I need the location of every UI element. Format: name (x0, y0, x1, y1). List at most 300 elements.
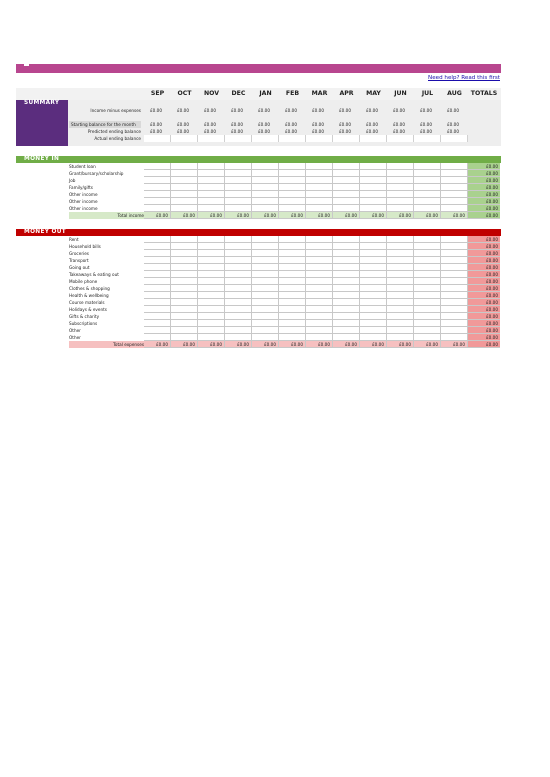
amount-input[interactable] (360, 257, 387, 264)
month-total: £0.00 (198, 341, 225, 348)
amount-input[interactable] (360, 236, 387, 243)
actual-balance-input[interactable] (360, 135, 387, 142)
amount-input[interactable] (306, 271, 333, 278)
amount-input[interactable] (360, 264, 387, 271)
amount-input[interactable] (333, 243, 360, 250)
amount-input[interactable] (441, 306, 468, 313)
row-total: £0.00 (468, 327, 500, 334)
amount-input[interactable] (279, 177, 306, 184)
amount-input[interactable] (441, 313, 468, 320)
amount-input[interactable] (441, 299, 468, 306)
amount-input[interactable] (198, 170, 225, 177)
amount-input[interactable] (171, 170, 198, 177)
amount-input[interactable] (144, 313, 171, 320)
amount-input[interactable] (198, 299, 225, 306)
amount-input[interactable] (333, 320, 360, 327)
amount-input[interactable] (198, 327, 225, 334)
amount-input[interactable] (279, 170, 306, 177)
amount-input[interactable] (144, 306, 171, 313)
amount-input[interactable] (198, 184, 225, 191)
row-total: £0.00 (468, 320, 500, 327)
actual-balance-input[interactable] (414, 135, 441, 142)
amount-input[interactable] (441, 264, 468, 271)
amount-input[interactable] (225, 236, 252, 243)
amount-input[interactable] (198, 236, 225, 243)
amount-input[interactable] (441, 257, 468, 264)
month-header-sep: SEP (150, 90, 165, 97)
amount-input[interactable] (144, 184, 171, 191)
amount-input[interactable] (333, 257, 360, 264)
amount-input[interactable] (171, 177, 198, 184)
row-total: £0.00 (468, 236, 500, 243)
amount-input[interactable] (387, 198, 414, 205)
amount-input[interactable] (360, 184, 387, 191)
amount-input[interactable] (414, 306, 441, 313)
amount-input[interactable] (144, 264, 171, 271)
amount-input[interactable] (252, 257, 279, 264)
amount-input[interactable] (387, 306, 414, 313)
amount-input[interactable] (279, 320, 306, 327)
amount-input[interactable] (144, 198, 171, 205)
amount-input[interactable] (171, 205, 198, 212)
amount-input[interactable] (198, 177, 225, 184)
amount-input[interactable] (387, 327, 414, 334)
amount-input[interactable] (198, 243, 225, 250)
amount-input[interactable] (225, 170, 252, 177)
amount-input[interactable] (279, 163, 306, 170)
amount-input[interactable] (414, 264, 441, 271)
amount-input[interactable] (306, 243, 333, 250)
amount-input[interactable] (306, 170, 333, 177)
amount-input[interactable] (333, 334, 360, 341)
summary-value: £0.00 (393, 122, 405, 127)
amount-input[interactable] (441, 292, 468, 299)
amount-input[interactable] (279, 285, 306, 292)
amount-input[interactable] (198, 264, 225, 271)
amount-input[interactable] (144, 191, 171, 198)
amount-input[interactable] (279, 257, 306, 264)
amount-input[interactable] (333, 184, 360, 191)
actual-balance-input[interactable] (144, 135, 171, 142)
amount-input[interactable] (252, 306, 279, 313)
amount-input[interactable] (333, 170, 360, 177)
row-total: £0.00 (468, 306, 500, 313)
amount-input[interactable] (387, 271, 414, 278)
amount-input[interactable] (144, 250, 171, 257)
amount-input[interactable] (360, 170, 387, 177)
amount-input[interactable] (333, 292, 360, 299)
actual-balance-input[interactable] (306, 135, 333, 142)
month-total: £0.00 (171, 341, 198, 348)
amount-input[interactable] (144, 334, 171, 341)
amount-input[interactable] (333, 191, 360, 198)
amount-input[interactable] (144, 205, 171, 212)
amount-input[interactable] (279, 292, 306, 299)
amount-input[interactable] (360, 191, 387, 198)
amount-input[interactable] (306, 205, 333, 212)
amount-input[interactable] (252, 170, 279, 177)
amount-input[interactable] (279, 306, 306, 313)
amount-input[interactable] (225, 163, 252, 170)
amount-input[interactable] (360, 271, 387, 278)
amount-input[interactable] (414, 205, 441, 212)
amount-input[interactable] (414, 278, 441, 285)
month-total: £0.00 (198, 212, 225, 219)
amount-input[interactable] (306, 198, 333, 205)
amount-input[interactable] (414, 236, 441, 243)
amount-input[interactable] (279, 299, 306, 306)
amount-input[interactable] (279, 264, 306, 271)
amount-input[interactable] (414, 177, 441, 184)
amount-input[interactable] (171, 299, 198, 306)
amount-input[interactable] (387, 184, 414, 191)
amount-input[interactable] (414, 198, 441, 205)
amount-input[interactable] (333, 250, 360, 257)
amount-input[interactable] (441, 320, 468, 327)
amount-input[interactable] (306, 334, 333, 341)
amount-input[interactable] (387, 170, 414, 177)
amount-input[interactable] (306, 264, 333, 271)
amount-input[interactable] (441, 327, 468, 334)
amount-input[interactable] (441, 191, 468, 198)
amount-input[interactable] (441, 278, 468, 285)
amount-input[interactable] (252, 327, 279, 334)
amount-input[interactable] (225, 327, 252, 334)
amount-input[interactable] (360, 278, 387, 285)
amount-input[interactable] (333, 306, 360, 313)
amount-input[interactable] (225, 250, 252, 257)
amount-input[interactable] (441, 285, 468, 292)
banner-notch (315, 60, 318, 64)
amount-input[interactable] (144, 320, 171, 327)
amount-input[interactable] (279, 327, 306, 334)
amount-input[interactable] (306, 257, 333, 264)
amount-input[interactable] (252, 320, 279, 327)
amount-input[interactable] (144, 299, 171, 306)
amount-input[interactable] (252, 292, 279, 299)
amount-input[interactable] (252, 250, 279, 257)
amount-input[interactable] (171, 327, 198, 334)
amount-input[interactable] (387, 257, 414, 264)
amount-input[interactable] (387, 163, 414, 170)
amount-input[interactable] (414, 327, 441, 334)
amount-input[interactable] (144, 170, 171, 177)
amount-input[interactable] (360, 306, 387, 313)
amount-input[interactable] (225, 184, 252, 191)
amount-input[interactable] (198, 334, 225, 341)
amount-input[interactable] (171, 184, 198, 191)
amount-input[interactable] (225, 278, 252, 285)
month-header-jul: JUL (421, 90, 434, 97)
amount-input[interactable] (441, 243, 468, 250)
amount-input[interactable] (387, 243, 414, 250)
amount-input[interactable] (171, 334, 198, 341)
amount-input[interactable] (252, 313, 279, 320)
amount-input[interactable] (225, 292, 252, 299)
amount-input[interactable] (306, 278, 333, 285)
amount-input[interactable] (144, 236, 171, 243)
help-link[interactable]: Need help? Read this first (428, 75, 500, 81)
amount-input[interactable] (360, 334, 387, 341)
month-header-dec: DEC (231, 90, 246, 97)
amount-input[interactable] (198, 306, 225, 313)
amount-input[interactable] (198, 313, 225, 320)
summary-value: £0.00 (339, 122, 351, 127)
amount-input[interactable] (252, 163, 279, 170)
amount-input[interactable] (387, 205, 414, 212)
amount-input[interactable] (198, 320, 225, 327)
amount-input[interactable] (279, 236, 306, 243)
amount-input[interactable] (387, 236, 414, 243)
amount-input[interactable] (144, 278, 171, 285)
amount-input[interactable] (279, 205, 306, 212)
summary-value: £0.00 (366, 108, 378, 113)
amount-input[interactable] (171, 271, 198, 278)
amount-input[interactable] (387, 313, 414, 320)
amount-input[interactable] (171, 264, 198, 271)
amount-input[interactable] (171, 236, 198, 243)
amount-input[interactable] (198, 198, 225, 205)
amount-input[interactable] (144, 292, 171, 299)
amount-input[interactable] (306, 250, 333, 257)
amount-input[interactable] (360, 299, 387, 306)
amount-input[interactable] (252, 271, 279, 278)
amount-input[interactable] (171, 306, 198, 313)
amount-input[interactable] (387, 299, 414, 306)
amount-input[interactable] (171, 243, 198, 250)
amount-input[interactable] (279, 184, 306, 191)
amount-input[interactable] (360, 320, 387, 327)
amount-input[interactable] (198, 285, 225, 292)
summary-value: £0.00 (204, 108, 216, 113)
amount-input[interactable] (387, 292, 414, 299)
amount-input[interactable] (441, 170, 468, 177)
actual-balance-input[interactable] (441, 135, 468, 142)
amount-input[interactable] (171, 250, 198, 257)
amount-input[interactable] (441, 198, 468, 205)
amount-input[interactable] (387, 320, 414, 327)
amount-input[interactable] (171, 163, 198, 170)
amount-input[interactable] (225, 334, 252, 341)
amount-input[interactable] (360, 292, 387, 299)
amount-input[interactable] (333, 236, 360, 243)
amount-input[interactable] (252, 191, 279, 198)
amount-input[interactable] (333, 271, 360, 278)
amount-input[interactable] (414, 191, 441, 198)
amount-input[interactable] (360, 163, 387, 170)
amount-input[interactable] (387, 191, 414, 198)
amount-input[interactable] (198, 271, 225, 278)
amount-input[interactable] (279, 191, 306, 198)
amount-input[interactable] (333, 285, 360, 292)
month-header-aug: AUG (447, 90, 462, 97)
actual-balance-input[interactable] (225, 135, 252, 142)
amount-input[interactable] (333, 327, 360, 334)
amount-input[interactable] (441, 250, 468, 257)
amount-input[interactable] (414, 320, 441, 327)
amount-input[interactable] (441, 236, 468, 243)
amount-input[interactable] (144, 257, 171, 264)
amount-input[interactable] (225, 243, 252, 250)
amount-input[interactable] (279, 271, 306, 278)
amount-input[interactable] (441, 271, 468, 278)
amount-input[interactable] (225, 313, 252, 320)
amount-input[interactable] (279, 278, 306, 285)
amount-input[interactable] (333, 163, 360, 170)
amount-input[interactable] (414, 163, 441, 170)
amount-input[interactable] (171, 191, 198, 198)
amount-input[interactable] (144, 285, 171, 292)
amount-input[interactable] (414, 285, 441, 292)
amount-input[interactable] (360, 313, 387, 320)
amount-input[interactable] (414, 250, 441, 257)
amount-input[interactable] (252, 177, 279, 184)
amount-input[interactable] (252, 198, 279, 205)
amount-input[interactable] (225, 257, 252, 264)
amount-input[interactable] (306, 236, 333, 243)
amount-input[interactable] (171, 292, 198, 299)
actual-balance-input[interactable] (333, 135, 360, 142)
amount-input[interactable] (306, 285, 333, 292)
amount-input[interactable] (360, 285, 387, 292)
amount-input[interactable] (198, 191, 225, 198)
amount-input[interactable] (198, 163, 225, 170)
amount-input[interactable] (333, 264, 360, 271)
table-row (16, 299, 501, 306)
amount-input[interactable] (279, 250, 306, 257)
actual-balance-input[interactable] (171, 135, 198, 142)
amount-input[interactable] (252, 184, 279, 191)
amount-input[interactable] (306, 320, 333, 327)
amount-input[interactable] (171, 320, 198, 327)
actual-balance-input[interactable] (279, 135, 306, 142)
summary-title: SUMMARY (24, 100, 60, 106)
amount-input[interactable] (414, 313, 441, 320)
amount-input[interactable] (225, 271, 252, 278)
amount-input[interactable] (360, 198, 387, 205)
amount-input[interactable] (171, 198, 198, 205)
amount-input[interactable] (225, 306, 252, 313)
amount-input[interactable] (333, 205, 360, 212)
amount-input[interactable] (306, 313, 333, 320)
amount-input[interactable] (198, 278, 225, 285)
amount-input[interactable] (306, 306, 333, 313)
amount-input[interactable] (252, 264, 279, 271)
amount-input[interactable] (414, 292, 441, 299)
amount-input[interactable] (387, 278, 414, 285)
amount-input[interactable] (306, 177, 333, 184)
amount-input[interactable] (360, 250, 387, 257)
amount-input[interactable] (333, 278, 360, 285)
amount-input[interactable] (360, 177, 387, 184)
amount-input[interactable] (171, 313, 198, 320)
amount-input[interactable] (441, 205, 468, 212)
amount-input[interactable] (441, 334, 468, 341)
amount-input[interactable] (306, 327, 333, 334)
amount-input[interactable] (414, 184, 441, 191)
month-total: £0.00 (414, 341, 441, 348)
amount-input[interactable] (387, 264, 414, 271)
summary-value: £0.00 (285, 122, 297, 127)
amount-input[interactable] (333, 299, 360, 306)
amount-input[interactable] (333, 177, 360, 184)
amount-input[interactable] (144, 177, 171, 184)
amount-input[interactable] (225, 205, 252, 212)
amount-input[interactable] (414, 271, 441, 278)
amount-input[interactable] (414, 299, 441, 306)
amount-input[interactable] (306, 299, 333, 306)
amount-input[interactable] (252, 299, 279, 306)
amount-input[interactable] (387, 285, 414, 292)
amount-input[interactable] (198, 205, 225, 212)
amount-input[interactable] (333, 313, 360, 320)
amount-input[interactable] (225, 299, 252, 306)
header-banner (16, 64, 501, 73)
amount-input[interactable] (225, 285, 252, 292)
amount-input[interactable] (252, 236, 279, 243)
amount-input[interactable] (225, 264, 252, 271)
amount-input[interactable] (252, 243, 279, 250)
amount-input[interactable] (441, 184, 468, 191)
actual-balance-input[interactable] (252, 135, 279, 142)
amount-input[interactable] (198, 257, 225, 264)
amount-input[interactable] (198, 292, 225, 299)
actual-balance-input[interactable] (198, 135, 225, 142)
amount-input[interactable] (144, 271, 171, 278)
amount-input[interactable] (387, 177, 414, 184)
actual-balance-input[interactable] (387, 135, 414, 142)
amount-input[interactable] (279, 243, 306, 250)
amount-input[interactable] (441, 177, 468, 184)
amount-input[interactable] (198, 250, 225, 257)
amount-input[interactable] (252, 278, 279, 285)
amount-input[interactable] (144, 243, 171, 250)
amount-input[interactable] (441, 163, 468, 170)
amount-input[interactable] (306, 292, 333, 299)
amount-input[interactable] (333, 198, 360, 205)
amount-input[interactable] (252, 285, 279, 292)
amount-input[interactable] (252, 334, 279, 341)
amount-input[interactable] (279, 334, 306, 341)
amount-input[interactable] (144, 327, 171, 334)
amount-input[interactable] (414, 243, 441, 250)
amount-input[interactable] (360, 243, 387, 250)
amount-input[interactable] (225, 177, 252, 184)
amount-input[interactable] (306, 191, 333, 198)
amount-input[interactable] (414, 257, 441, 264)
amount-input[interactable] (279, 313, 306, 320)
amount-input[interactable] (360, 205, 387, 212)
amount-input[interactable] (225, 320, 252, 327)
amount-input[interactable] (414, 170, 441, 177)
amount-input[interactable] (387, 334, 414, 341)
amount-input[interactable] (252, 205, 279, 212)
amount-input[interactable] (414, 334, 441, 341)
amount-input[interactable] (387, 250, 414, 257)
amount-input[interactable] (279, 198, 306, 205)
amount-input[interactable] (306, 184, 333, 191)
month-total: £0.00 (387, 341, 414, 348)
row-label: Family/gifts (69, 185, 93, 190)
amount-input[interactable] (225, 191, 252, 198)
amount-input[interactable] (360, 327, 387, 334)
amount-input[interactable] (171, 285, 198, 292)
amount-input[interactable] (306, 163, 333, 170)
amount-input[interactable] (225, 198, 252, 205)
amount-input[interactable] (171, 257, 198, 264)
amount-input[interactable] (171, 278, 198, 285)
amount-input[interactable] (144, 163, 171, 170)
